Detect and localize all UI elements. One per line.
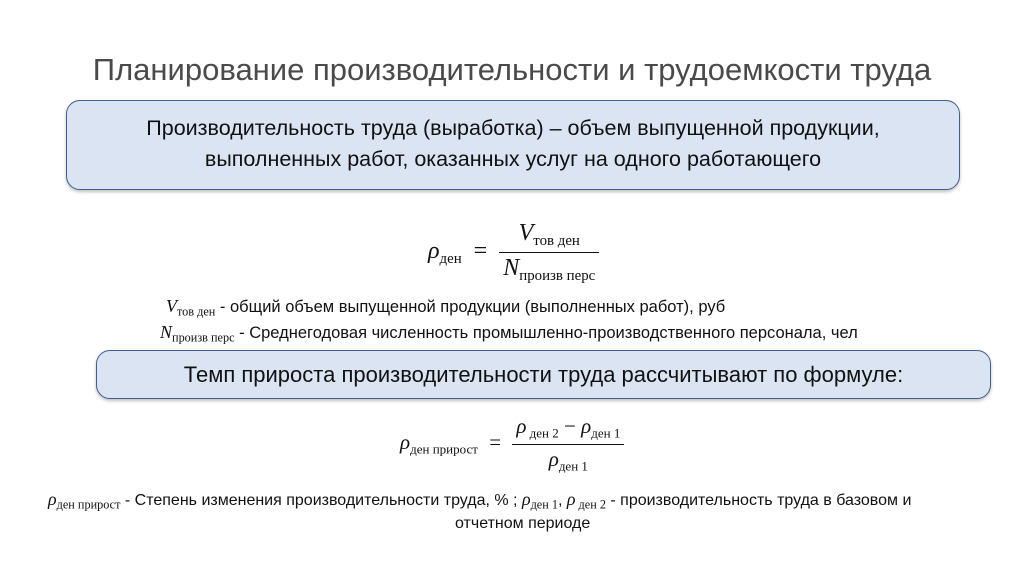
formula1-fraction (499, 220, 599, 285)
legend-n-symbol: $N_{произв перс}$ (160, 322, 235, 345)
formula2-equals: = (489, 429, 502, 454)
legend-periods-text: - производительность труда в базовом и (605, 492, 912, 509)
legend-v-line (166, 296, 725, 320)
formula1-denominator: $N_{произв перс}$ (503, 255, 596, 285)
tempo-text: Темп прироста производительности труда рассчитывают по формуле: (183, 362, 904, 387)
formula1-equals: = (473, 238, 488, 265)
legend-growth-line-2: отчетном периоде (455, 515, 591, 532)
definition-box (66, 100, 960, 190)
growth-formula (400, 414, 624, 474)
legend-growth-line (48, 489, 911, 513)
formula1-numerator: $V_{тов ден}$ (499, 220, 599, 253)
formula1-lhs: $\rho_{ден}$ (428, 238, 462, 268)
legend-growth-symbol: $\rho_{ден прирост}$ (48, 489, 121, 512)
legend-n-line (160, 322, 858, 346)
tempo-box (96, 350, 991, 399)
legend-growth-text: - Степень изменения производительности труда, % ; (120, 492, 522, 509)
legend-report-symbol: ρ $_{ден 2}$ (566, 489, 606, 512)
legend-separator: , (557, 492, 567, 509)
page-title: Планирование производительности и трудоемкости труда (92, 52, 932, 87)
definition-line-2: выполненных работ, оказанных услуг на одного работающего (204, 147, 822, 171)
definition-line-1: Производительность труда (выработка) – объем выпущенной продукции, (146, 116, 880, 140)
legend-n-text: - Среднегодовая численность промышленно-производственного персонала, чел (234, 324, 858, 342)
legend-v-symbol: $V_{тов ден}$ (166, 296, 216, 319)
legend-v-text: - общий объем выпущенной продукции (выполненных работ), руб (215, 298, 726, 316)
formula2-lhs: $\rho_{ден прирост}$ (400, 429, 478, 457)
legend-base-symbol: $\rho_{ден 1}$ (521, 489, 558, 512)
formula2-fraction (512, 414, 624, 474)
productivity-formula (428, 220, 599, 285)
formula2-numerator: ρ $_{ден 2} - \rho_{ден 1}$ (512, 414, 624, 445)
formula2-denominator: $\rho_{ден 1}$ (548, 446, 588, 474)
